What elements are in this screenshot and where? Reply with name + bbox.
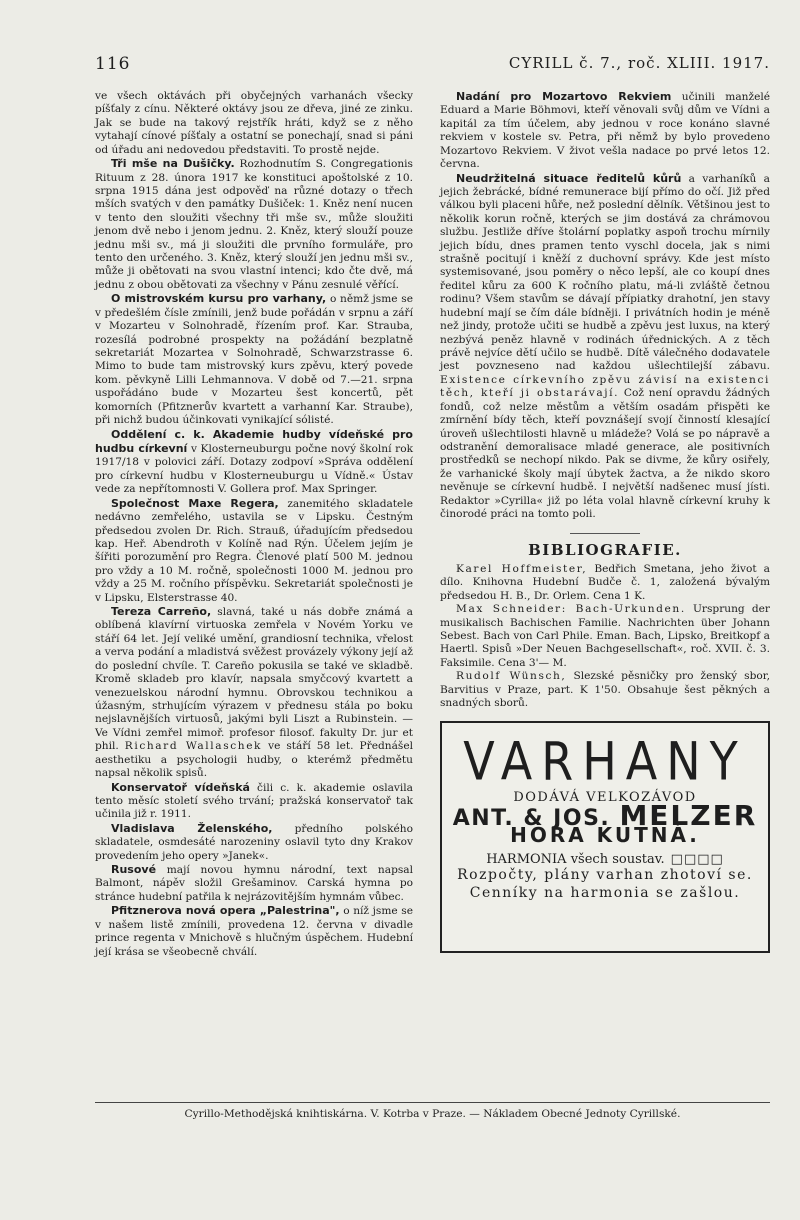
page-header: [95, 54, 770, 80]
bibliography-entry: Rudolf Wünsch, Slezské pěsničky pro ženský sbor, Barvitius v Praze, part. K 1'50. Obsahuje šest pěkných a snadných sborů.: [440, 670, 770, 710]
author-name: Karel Hoffmeister,: [456, 562, 588, 575]
item-heading: Vladislava Želenského,: [111, 821, 273, 835]
spaced-text: Existence církevního zpěvu závisí na existenci těch, kteří ji obstarávají.: [440, 373, 770, 400]
news-item: Tři mše na Dušičky. Rozhodnutím S. Congregationis Rituum z 28. února 1917 ke konstituci apoštolské z 10. srpna 1915 dána jest odpověď na různé dotazy o třech mších svatých v den památky Dušiček: 1. Kněz není nucen v tento den sloužiti všechny tři mše sv., může sloužiti jenom dvě nebo i jenom jednu. 2. Kněz, který slouží pouze jednu mši sv., má ji sloužiti dle prvního formuláře, pro tento den určeného. 3. Kněz, který slouží jen jednu mši sv., může ji obětovati na svou vlastní intenci; kdo čte dvě, má jednu z obou obětovati za všechny v Pánu zesnulé věřící.: [95, 157, 413, 291]
page-footer: Cyrillo-Methodějská knihtiskárna. V. Kotrba v Praze. — Nákladem Obecné Jednoty Cyrillské.: [184, 1108, 681, 1120]
advertisement: [440, 721, 770, 953]
item-heading: Pfitznerova nová opera „Palestrina",: [111, 904, 340, 918]
left-column: [95, 90, 413, 959]
item-heading: Oddělení c. k. Akademie hudby vídeňské pro hudbu církevní: [95, 427, 413, 455]
news-item: O mistrovském kursu pro varhany, o němž jsme se v předešlém čísle zmínili, jenž bude pořádán v srpnu a září v Mozarteu v Solnohradě, řízením prof. Kar. Strauba, rozesílá podrobné prospekty na požádání bezplatně sekretariát Mozartea v Solnohradě, Schwarzstrasse 6. Mimo to bude tam mistrovský kurs zpěvu, který povede kom. pěvkyně Lilli Lehmannova. V době od 7.—21. srpna uspořádáno bude v Mozarteu šest koncertů, pět komorních (Pfitznerův kvartett a varhanní Kar. Straube), při nichž budou účinkovati vynikající sólisté.: [95, 292, 413, 427]
news-item: Tereza Carreño, slavná, také u nás dobře známá a oblíbená klavírní virtuoska zemřela v Novém Yorku ve stáří 64 let. Její veliké umění, grandiosní technika, vřelost a verva podání a mladistvá svěžest provázely výkony její až do poslední chvíle. T. Careño pokusila se také ve skladbě. Kromě skladeb pro klavír, napsala smyčcový kvartett a venezuelskou národní hymnu. Obrovskou technikou a úžasným, strhujícím výrazem v přednesu stála po boku nejslavnějších virtuosů, jakými byli Liszt a Rubinstein. — Ve Vídni zemřel mimoř. profesor filosof. fakulty Dr. jur et phil. Richard Wallaschek ve stáří 58 let. Přednášel aesthetiku a psychologii hudby, o kterémž předmětu napsal několik spisů.: [95, 605, 413, 780]
author-name: Rudolf Wünsch,: [456, 670, 567, 683]
right-column: [440, 90, 770, 953]
ad-brand: VARHANY: [463, 729, 747, 792]
news-item: Nadání pro Mozartovo Rekviem učinili manželé Eduard a Marie Böhmovi, kteří věnovali svůj dům ve Vídni a kapitál za tím účelem, aby jednou v roce konáno slavné rekviem v kostele sv. Petra, při němž by bylo provedeno Mozartovo Rekviem. V život vešla nadace po prvé letos 12. června.: [440, 90, 770, 171]
item-heading: Tereza Carreño,: [111, 605, 212, 619]
page-number: 116: [95, 54, 131, 74]
ad-line: Rozpočty, plány varhan zhotoví se.: [457, 867, 753, 884]
ad-line: Cenníky na harmonia se zašlou.: [469, 885, 741, 902]
news-item: Pfitznerova nová opera „Palestrina", o níž jsme se v našem listě zmínili, provedena 12. června v divadle prince regenta v Mnichově s hlučným úspěchem. Hudební její krása se všeobecně chválí.: [95, 904, 413, 958]
item-heading: Tři mše na Dušičky.: [111, 157, 235, 171]
bibliography-entry: Max Schneider: Bach-Urkunden. Ursprung der musikalisch Bachischen Familie. Nachrichten über Johann Sebest. Bach von Carl Phile. Eman. Bach, Lipsko, Breitkopf a Haertl. Spisů »Der Neuen Bachgesellschaft«, roč. XVII. č. 3. Faksimile. Cena 3'— M.: [440, 603, 770, 669]
news-item: Vladislava Želenského, předního polského skladatele, osmdesáté narozeniny oslavil tyto dny Krakov provedením jeho opery »Janek«.: [95, 821, 413, 862]
footer-rule: [95, 1102, 770, 1103]
ad-line: HARMONIA všech soustav. □□□□: [486, 851, 724, 867]
item-heading: Společnost Maxe Regera,: [111, 496, 279, 510]
news-item: Neudržitelná situace ředitelů kůrů a varhaníků a jejich žebrácké, bídné remunerace bijí přímo do očí. Již před válkou byli placeni hůře, než poslední dělník. Většinou jest to několik korun ročně, kterých se jim dostává za chrámovou službu. Jestliže dříve štolární poplatky aspoň trochu mírnily jejich bídu, dnes pramen tento vyschl docela, jak s nimi strašně pocitují i kněží z duchovní správy. Kde jest místo systemisované, jsou poměry o něco lepší, ale co koupí dnes ředitel kůru za 600 K ročního platu, má-li zvláště četnou rodinu? Všem stavům se dávají přípiatky drahotní, jen stavy hudební mají se čím dále bídněji. I privátních hodin je méně než jindy, protože učiti se hudbě a zpěvu jest luxus, na který nezbývá peněz hlavně v rodinách úřednických. A z těch právě nejvíce dětí učilo se hudbě. Dítě válečného dodavatele jest povzneseno nad každou ušlechtilejší zábavu. Existence církevního zpěvu závisí na existenci těch, kteří ji obstarávají. Což není opravdu žádných fondů, což nelze městům a větším osadám přispěti ke zmírnění bídy těch, kteří povznášejí svojí činností klesající úroveň ušlechtilosti hlavně u mládeže? Volá se po nápravě a odstranění demoralisace mladé generace, ale positivních prostředků se nechopí nikdo. Pak se divme, že kůry osiřely, že varhanické školy mají úbytek žactva, a že nikdo skoro nevěnuje se církevní hudbě. I největší nadšenec musí jísti. Redaktor »Cyrilla« již po léta volal hlavně církevní kruhy k činorodé práci na tomto poli.: [440, 171, 770, 521]
section-divider: [570, 533, 640, 534]
ad-location: HORA KUTNÁ.: [510, 823, 700, 848]
bibliography-entry: Karel Hoffmeister, Bedřich Smetana, jeho život a dílo. Knihovna Hudební Budče č. 1, založená bývalým předsedou H. B., Dr. Orlem. Cena 1 K.: [440, 562, 770, 602]
news-item: Rusové mají novou hymnu národní, text napsal Balmont, nápěv složil Grešaminov. Carská hymna po stránce hudební patřila k nejrázovitějším hymnám vůbec.: [95, 863, 413, 903]
bibliography-title: BIBLIOGRAFIE.: [528, 540, 682, 559]
item-heading: O mistrovském kursu pro varhany,: [111, 292, 327, 306]
author-name: Max Schneider:: [456, 603, 567, 616]
item-heading: Nadání pro Mozartovo Rekviem: [456, 90, 672, 103]
spaced-name: Richard Wallaschek: [124, 740, 263, 753]
item-heading: Neudržitelná situace ředitelů kůrů: [456, 171, 682, 185]
news-item: Oddělení c. k. Akademie hudby vídeňské pro hudbu církevní v Klosterneuburgu počne nový školní rok 1917/18 v polovici září. Dotazy zodpoví »Správa oddělení pro církevní hudbu v Klosterneuburgu u Vídně.« Ústav vede za nepřítomnosti V. Gollera prof. Max Springer.: [95, 427, 414, 496]
news-item: Společnost Maxe Regera, zanemitého skladatele nedávno zemřelého, ustavila se v Lipsku. Čestným předsedou zvolen Dr. Rich. Strauß, úřadujícím předsedou kap. Heř. Abendroth v Kolíně nad Rýn. Účelem jejím je šířiti porozumění pro Regra. Členové platí 500 M. jednou pro vždy a 10 M. ročně, společnosti 1000 M. jednou pro vždy a 25 M. ročního příspěvku. Sekretariát společnosti je v Lipsku, Elsterstrasse 40.: [95, 496, 413, 604]
journal-title: CYRILL č. 7., roč. XLIII. 1917.: [508, 54, 770, 72]
item-heading: Konservatoř vídeňská: [111, 780, 250, 794]
ornament-boxes: □□□□: [670, 851, 724, 867]
ad-company: ANT. & JOS. MELZER: [452, 798, 758, 832]
ad-line: DODÁVÁ VELKOZÁVOD: [513, 789, 697, 805]
paragraph: ve všech oktávách při obyčejných varhanách všecky píšťaly z cínu. Některé oktávy jsou ze dřeva, jiné ze zinku. Jak se bude na takový rejstřík hráti, když se z něho vytahají cínové píšťaly a ostatní se ponechají, snad si páni od úřadu ani nedovedou představiti. To prostě nejde.: [95, 90, 413, 156]
news-item: Konservatoř vídeňská čili c. k. akademie oslavila tento měsíc století svého trvání; pražská konservatoř tak učinila již r. 1911.: [95, 780, 413, 821]
item-heading: Rusové: [111, 863, 157, 877]
